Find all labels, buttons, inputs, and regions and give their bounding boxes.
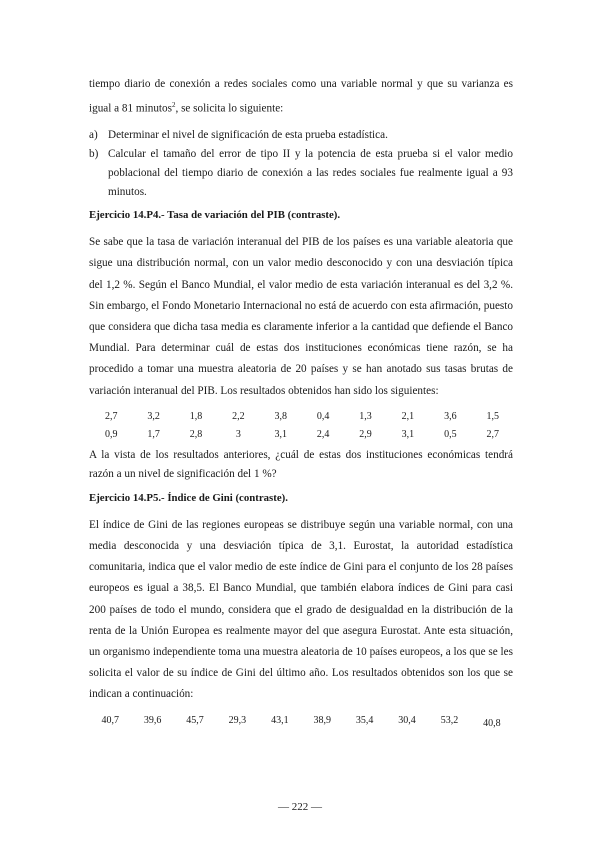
list-text: Determinar el nivel de significación de esta prueba estadística. <box>108 129 388 142</box>
exercise-5-paragraph: El índice de Gini de las regiones europeas se distribuye según una variable normal, con una media desconocida y una desviación típica de 3,1. Eurostat, la autoridad estadística comunitaria, indica que el valor medio de este índice de Gini para el conjunto de los 28 países europeos es igual a 38,5. El Banco Mundial, que también elabora índices de Gini para casi 200 países de todo el mundo, considera que el grado de desigualdad en la distribución de la renta de la Unión Europea es realmente mayor del que asegura Eurostat. Ante esta situación, un organismo independiente toma una muestra aleatoria de 10 países europeos, a los que se les solicita el valor de su índice de Gini del último año. Los resultados obtenidos son los que se indican a continuación: <box>89 518 513 701</box>
gini-value: 40,8 <box>483 717 501 729</box>
page-number: — 222 — <box>278 801 322 813</box>
intro-paragraph <box>89 74 513 120</box>
table-cell: 3,6 <box>444 410 457 422</box>
table-cell: 2,9 <box>359 428 372 440</box>
gini-value: 40,7 <box>101 714 119 726</box>
table-cell: 2,7 <box>486 428 499 440</box>
table-cell: 1,7 <box>147 428 160 440</box>
table-cell: 2,8 <box>189 428 203 440</box>
exercise-4-title: Ejercicio 14.P4.- Tasa de variación del PIB (contraste). <box>89 209 341 222</box>
question-list <box>89 126 513 202</box>
table-cell: 1,3 <box>359 410 372 422</box>
gini-value: 45,7 <box>186 714 204 726</box>
table-cell: 3,8 <box>274 410 287 422</box>
table-cell: 2,7 <box>104 410 118 422</box>
exercise-5-title: Ejercicio 14.P5.- Índice de Gini (contraste). <box>89 491 288 504</box>
pib-data-table <box>89 411 513 447</box>
exercise-4-question: A la vista de los resultados anteriores, ¿cuál de estas dos instituciones económicas tendrá razón a un nivel de significación del 1 %? <box>89 448 513 480</box>
table-cell: 2,1 <box>401 410 415 422</box>
list-marker: b) <box>89 148 99 161</box>
table-cell: 1,5 <box>486 410 499 422</box>
table-cell: 0,9 <box>104 428 118 440</box>
intro-superscript: 2 <box>171 101 176 110</box>
gini-value: 35,4 <box>355 714 374 726</box>
intro-text: tiempo diario de conexión a redes sociales como una variable normal y que su varianza es igual a 81 minutos <box>89 78 513 115</box>
table-cell: 1,8 <box>189 410 203 422</box>
gini-value: 30,4 <box>398 714 416 726</box>
list-item <box>89 145 513 202</box>
list-marker: a) <box>89 129 98 142</box>
list-text: Calcular el tamaño del error de tipo II y la potencia de esta prueba si el valor medio poblacional del tiempo diario de conexión a las redes sociales fue realmente igual a 93 minutos. <box>108 148 513 199</box>
table-cell: 0,4 <box>316 410 330 422</box>
exercise-4-paragraph: Se sabe que la tasa de variación interanual del PIB de los países es una variable aleatoria que sigue una distribución normal, con un valor medio desconocido y con una desviación típica del 1,2 %. Según el Banco Mundial, el valor medio de esta variación interanual es del 3,2 %. Sin embargo, el Fondo Monetario Internacional no está de acuerdo con esta afirmación, puesto que considera que dicha tasa media es claramente inferior a la cantidad que defiende el Banco Mundial. Para determinar cuál de estas dos instituciones económicas tiene razón, se ha procedido a tomar una muestra aleatoria de 20 países y se han anotado sus tasas brutas de variación interanual del PIB. Los resultados obtenidos han sido los siguientes: <box>89 236 513 397</box>
gini-value: 38,9 <box>313 714 331 726</box>
page-content <box>89 74 513 729</box>
gini-value: 53,2 <box>440 714 459 726</box>
list-item <box>89 126 513 145</box>
table-row <box>89 411 513 429</box>
table-cell: 3,1 <box>401 428 415 440</box>
table-cell: 0,5 <box>444 428 457 440</box>
intro-text-end: , se solicita lo siguiente: <box>175 102 284 115</box>
table-cell: 3,1 <box>274 428 287 440</box>
gini-values-row <box>89 714 513 729</box>
table-cell: 3,2 <box>147 410 160 422</box>
table-row <box>89 429 513 447</box>
gini-value: 43,1 <box>271 714 289 726</box>
gini-value: 39,6 <box>143 714 162 726</box>
gini-value: 29,3 <box>228 714 247 726</box>
table-cell: 2,2 <box>232 410 245 422</box>
table-cell: 2,4 <box>316 428 330 440</box>
table-cell: 3 <box>235 428 241 440</box>
